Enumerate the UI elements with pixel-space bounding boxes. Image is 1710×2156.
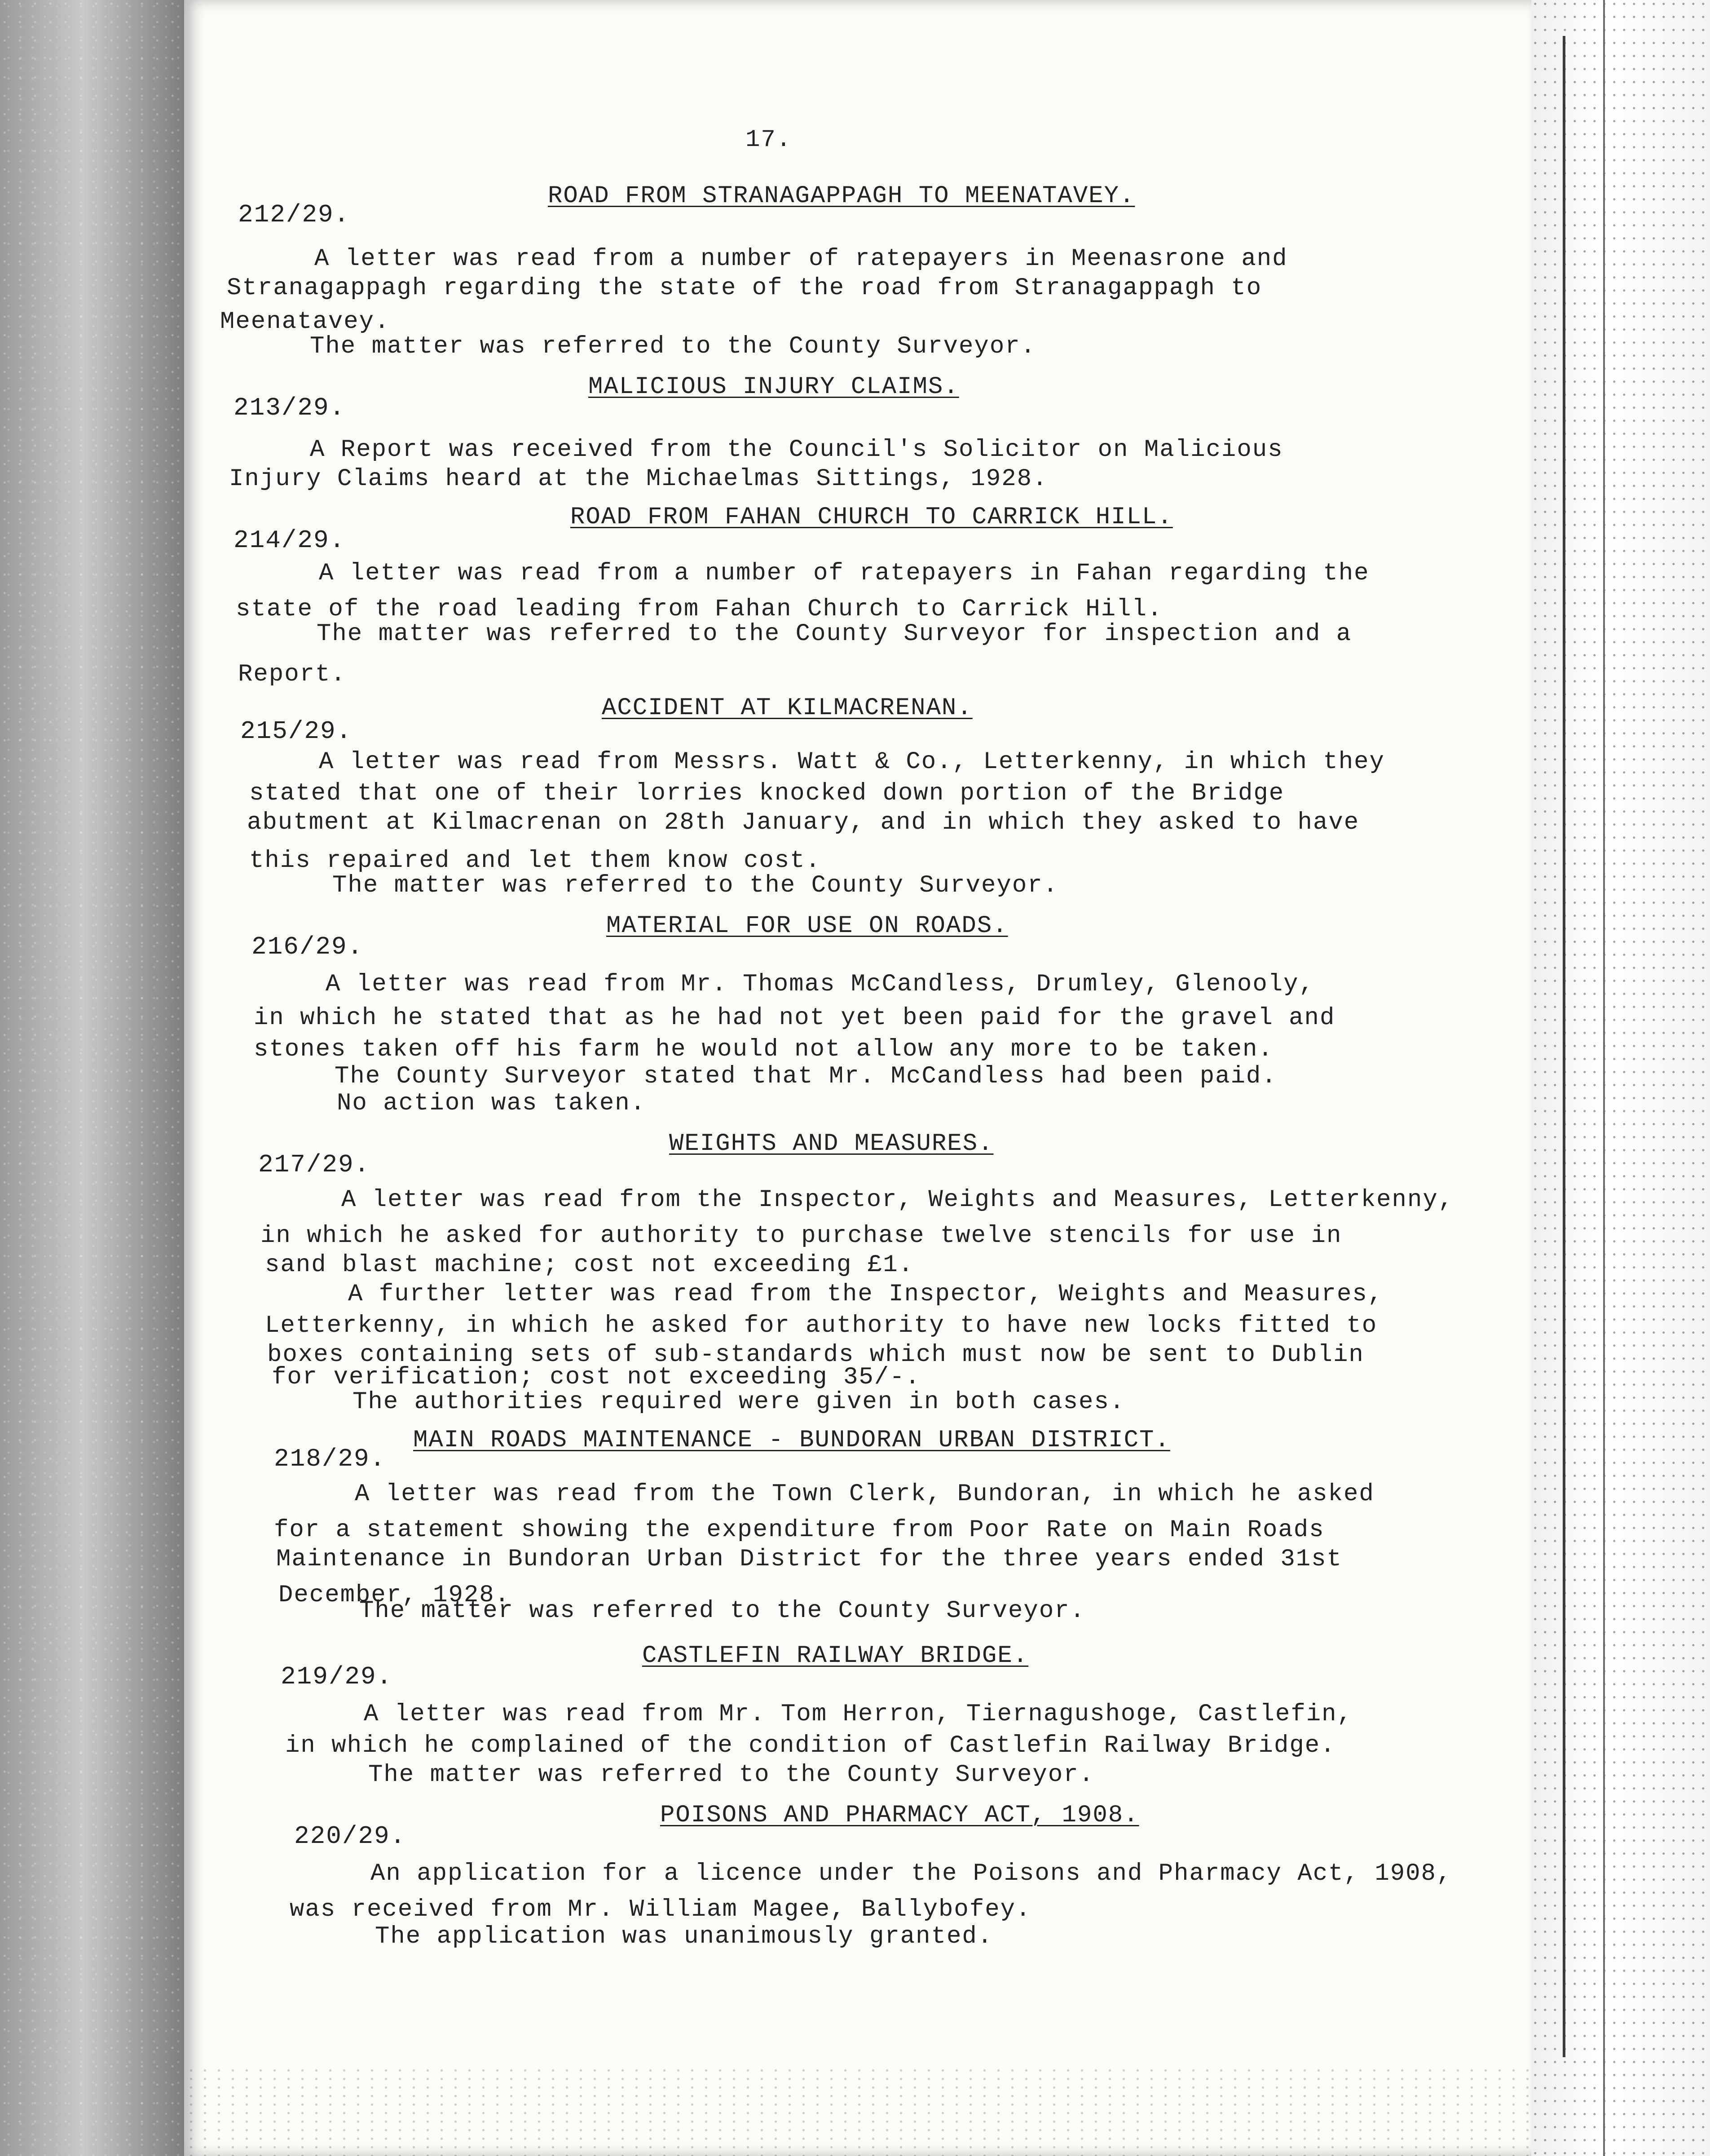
- text-line: boxes containing sets of sub-standards which must now be sent to Dublin: [267, 1341, 1364, 1369]
- minute-number: 217/29.: [258, 1150, 370, 1179]
- section-heading: ROAD FROM FAHAN CHURCH TO CARRICK HILL.: [570, 504, 1173, 531]
- scan-noise: [184, 2066, 1531, 2156]
- text-line: An application for a licence under the Poisons and Pharmacy Act, 1908,: [370, 1860, 1452, 1887]
- minute-number: 213/29.: [234, 393, 346, 422]
- minute-number: 216/29.: [251, 932, 364, 961]
- text-line: The application was unanimously granted.: [375, 1923, 993, 1950]
- text-line: December, 1928.: [278, 1582, 511, 1609]
- minute-number: 215/29.: [240, 717, 353, 746]
- minute-number: 212/29.: [238, 200, 350, 229]
- text-line: in which he stated that as he had not yet been paid for the gravel and: [254, 1004, 1335, 1032]
- minute-number: 220/29.: [294, 1822, 406, 1851]
- text-line: Letterkenny, in which he asked for authority to have new locks fitted to: [265, 1312, 1378, 1339]
- text-line: The matter was referred to the County Surveyor.: [359, 1597, 1086, 1625]
- page-fold-line: [1563, 36, 1565, 2057]
- text-line: A further letter was read from the Inspector, Weights and Measures,: [348, 1281, 1384, 1308]
- text-line: The authorities required were given in both cases.: [353, 1388, 1125, 1416]
- minute-number: 219/29.: [281, 1662, 393, 1691]
- minute-number: 218/29.: [274, 1445, 386, 1473]
- section-heading: MATERIAL FOR USE ON ROADS.: [606, 912, 1008, 940]
- text-line: stones taken off his farm he would not allow any more to be taken.: [254, 1036, 1274, 1063]
- text-line: The matter was referred to the County Surveyor for inspection and a: [317, 620, 1352, 648]
- text-line: stated that one of their lorries knocked down portion of the Bridge: [249, 780, 1285, 807]
- text-line: Maintenance in Bundoran Urban District for the three years ended 31st: [276, 1546, 1342, 1573]
- section-heading: CASTLEFIN RAILWAY BRIDGE.: [642, 1642, 1029, 1670]
- section-heading: ROAD FROM STRANAGAPPAGH TO MEENATAVEY.: [548, 182, 1135, 210]
- section-heading: MAIN ROADS MAINTENANCE - BUNDORAN URBAN DISTRICT.: [413, 1427, 1170, 1454]
- text-line: this repaired and let them know cost.: [249, 847, 821, 875]
- text-line: for a statement showing the expenditure from Poor Rate on Main Roads: [274, 1516, 1325, 1544]
- text-line: in which he complained of the condition of Castlefin Railway Bridge.: [285, 1732, 1336, 1759]
- text-line: A letter was read from a number of ratepayers in Fahan regarding the: [319, 560, 1370, 587]
- section-heading: POISONS AND PHARMACY ACT, 1908.: [660, 1802, 1139, 1829]
- section-heading: MALICIOUS INJURY CLAIMS.: [588, 373, 959, 401]
- text-line: Injury Claims heard at the Michaelmas Sittings, 1928.: [229, 465, 1048, 493]
- text-line: A letter was read from a number of ratepayers in Meenasrone and: [314, 245, 1288, 273]
- minute-number: 214/29.: [234, 526, 346, 555]
- text-line: state of the road leading from Fahan Church to Carrick Hill.: [236, 596, 1163, 623]
- text-line: No action was taken.: [337, 1090, 646, 1117]
- text-line: A Report was received from the Council's Solicitor on Malicious: [310, 436, 1283, 464]
- text-line: Meenatavey.: [220, 308, 390, 336]
- text-line: The matter was referred to the County Surveyor.: [332, 872, 1059, 899]
- text-line: was received from Mr. William Magee, Ballybofey.: [290, 1896, 1031, 1923]
- text-line: The County Surveyor stated that Mr. McCandless had been paid.: [335, 1063, 1277, 1090]
- text-line: abutment at Kilmacrenan on 28th January, and in which they asked to have: [247, 809, 1360, 836]
- text-line: A letter was read from the Town Clerk, Bundoran, in which he asked: [355, 1480, 1375, 1508]
- section-heading: WEIGHTS AND MEASURES.: [669, 1130, 994, 1158]
- page-number: 17.: [745, 126, 792, 154]
- page-edge-line: [1603, 0, 1605, 2156]
- text-line: A letter was read from Mr. Tom Herron, Tiernagushoge, Castlefin,: [364, 1701, 1353, 1728]
- scan-border-right: [1531, 0, 1710, 2156]
- text-line: A letter was read from the Inspector, Weights and Measures, Letterkenny,: [341, 1186, 1454, 1214]
- text-line: sand blast machine; cost not exceeding £1.: [265, 1251, 914, 1279]
- text-line: Stranagappagh regarding the state of the road from Stranagappagh to: [227, 274, 1262, 302]
- text-line: A letter was read from Mr. Thomas McCandless, Drumley, Glenooly,: [326, 971, 1314, 998]
- text-line: for verification; cost not exceeding 35/-.: [272, 1364, 921, 1391]
- text-line: The matter was referred to the County Surveyor.: [310, 333, 1036, 360]
- text-line: A letter was read from Messrs. Watt & Co., Letterkenny, in which they: [319, 748, 1385, 776]
- text-line: Report.: [238, 661, 346, 688]
- section-heading: ACCIDENT AT KILMACRENAN.: [602, 694, 973, 722]
- scan-border-left: [0, 0, 184, 2156]
- text-line: The matter was referred to the County Surveyor.: [368, 1761, 1095, 1789]
- text-line: in which he asked for authority to purchase twelve stencils for use in: [260, 1222, 1342, 1250]
